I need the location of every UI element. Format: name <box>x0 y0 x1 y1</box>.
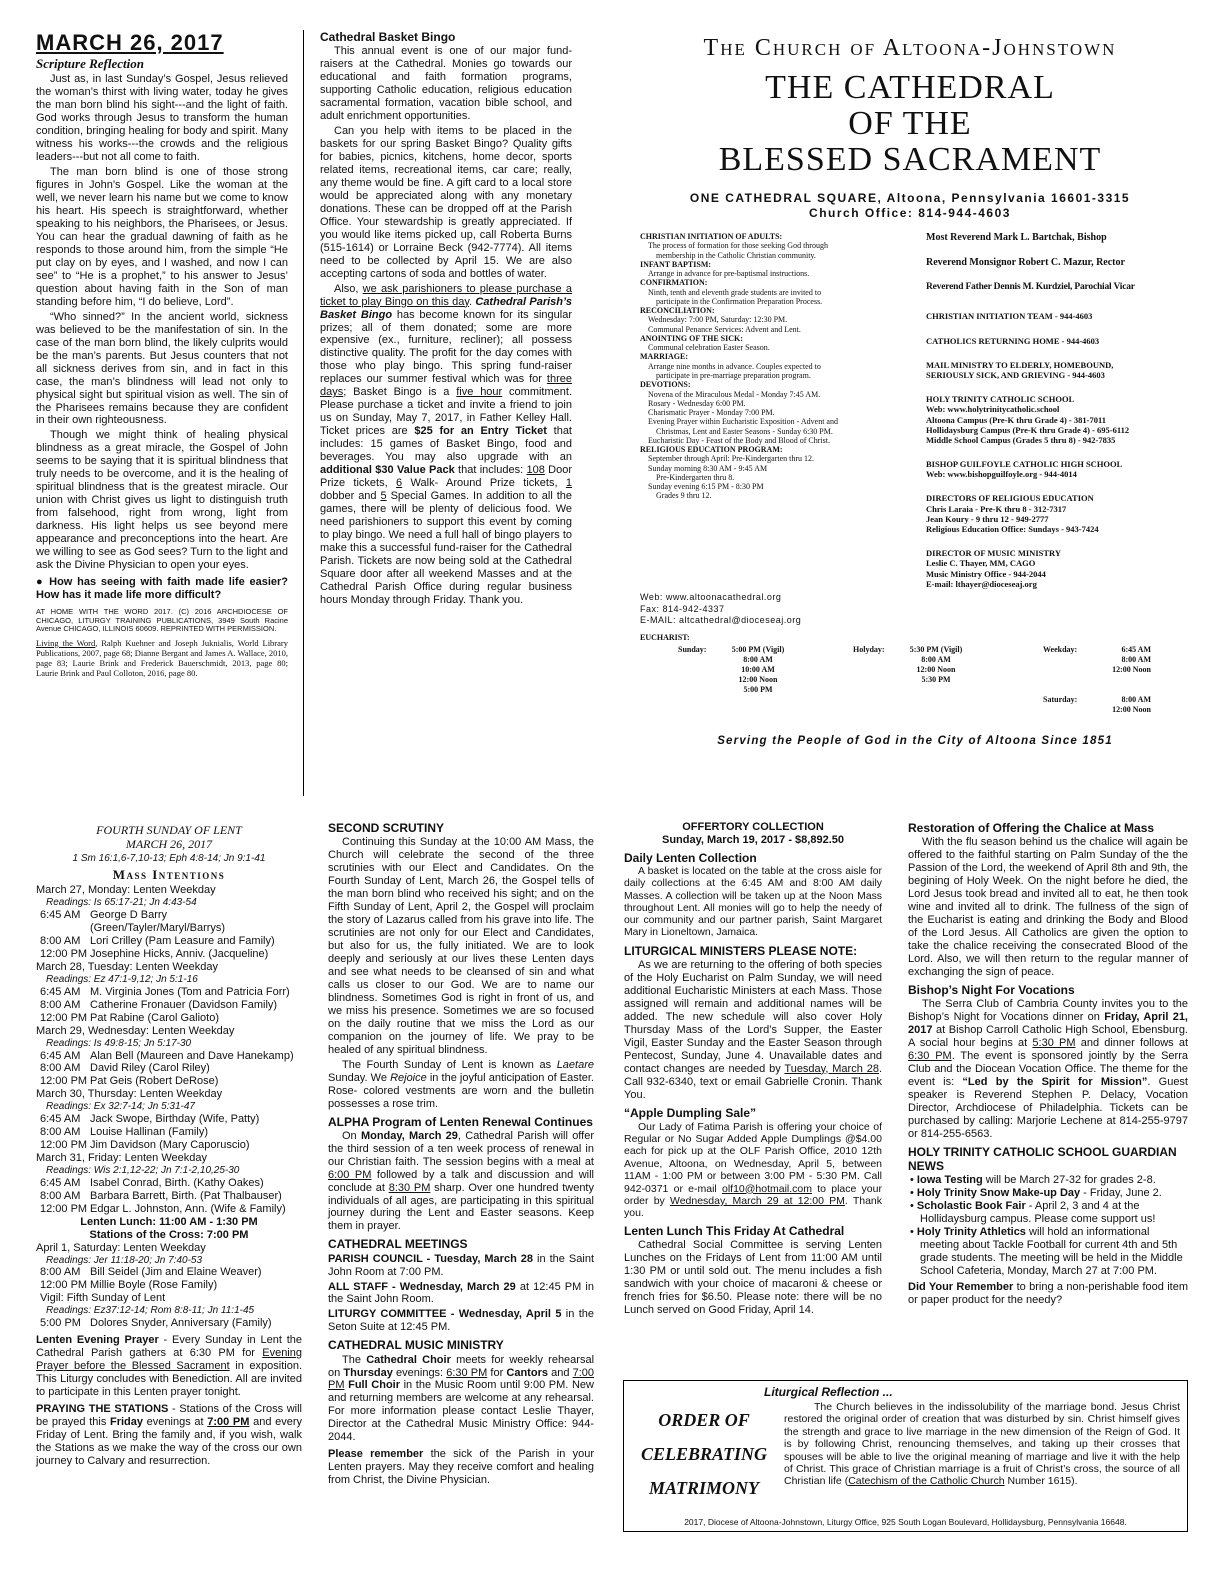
saturday-heading: April 1, Saturday: Lenten Weekday <box>36 1241 206 1254</box>
reflection-text: The Church believes in the indissolubility of the marriage bond. Jesus Christ restored the original order of creation that was disturbed by sin. Christ himself gives the strength and grace to live marriage in the new dimension of the Reign of God. It is by following Christ, renouncing themselves, and taking up their crosses that spouses will be able to live the original meaning of marriage and live it with the help of Christ. This grace of Christian marriage is a fruit of Christ’s cross, the source of all Christian life (Catechism of the Catholic Church Number 1615). <box>784 1401 1180 1488</box>
intention-name: Barbara Barrett, Birth. (Pat Thalbauser) <box>90 1189 282 1202</box>
intention-name: Pat Geis (Robert DeRose) <box>90 1075 219 1088</box>
intention-name: Isabel Conrad, Birth. (Kathy Oakes) <box>90 1176 264 1189</box>
info-line: Ninth, tenth and eleventh grade students are invited to <box>648 287 822 297</box>
mass-intentions-column <box>36 823 302 1470</box>
fax-number: Fax: 814-942-4337 <box>640 603 725 614</box>
bishop-name: Most Reverend Mark L. Bartchak, Bishop <box>926 232 1107 243</box>
vocations-para: The Serra Club of Cambria County invites you to the Bishop’s Night for Vocations dinner on Friday, April 21, 2017 at Bishop Carroll Catholic High School, Ebensburg. A social hour begins at 5:30 PM and dinner follows at 6:30 PM. The event is sponsored jointly by the Serra Club and the Diocean Vocation Office. The theme for the event is: “Led by the Spirit for Mission”. Guest speaker is Reverend Stephen P. Delacy, Vocation Director, Archdiocese of Philadelphia. Tickets can be purchased by calling: Marjorie Lechene at 814-255-9797 or 814-255-6563. <box>908 997 1188 1140</box>
intention-name: Jim Davidson (Mary Caporuscio) <box>90 1139 250 1152</box>
intention-name: Edgar L. Johnston, Ann. (Wife & Family) <box>90 1202 286 1215</box>
food-reminder: Did Your Remember to bring a non-perishable food item or paper product for the needy? <box>908 1280 1189 1306</box>
bingo-para-1: This annual event is one of our major fund-raisers at the Cathedral. Monies go towards our educational and faith formation programs, supporting Catholic education, religious education sacramental formation, vacation bible school, and adult enrichment opportunities. <box>320 45 572 122</box>
contact-group <box>926 360 1196 380</box>
contact-line: Altoona Campus (Pre-K thru Grade 4) - 381-7011 <box>926 414 1106 425</box>
masthead <box>630 34 1190 220</box>
holyday-mass-time: 5:30 PM <box>921 675 951 684</box>
reflection-footer: 2017, Diocese of Altoona-Johnstown, Liturgy Office, 925 South Logan Boulevard, Hollidaysburg, Pennsylvania 16648. <box>684 1516 1127 1527</box>
info-line: RELIGIOUS EDUCATION PROGRAM: <box>640 445 783 455</box>
intention-row <box>36 1279 302 1292</box>
info-line: membership in the Catholic Christian community. <box>656 250 816 260</box>
contact-line: Jean Koury - 9 thru 12 - 949-2777 <box>926 513 1049 524</box>
day-readings: Readings: Wis 2:1,12-22; Jn 7:1-2,10,25-30 <box>46 1165 240 1177</box>
ministry-contacts <box>926 311 1196 589</box>
info-line: Evening Prayer within Eucharistic Exposition - Advent and <box>648 417 838 427</box>
news-item: • Holy Trinity Snow Make-up Day - Friday, June 2. <box>910 1186 1162 1199</box>
intention-time: 5:00 PM <box>40 1317 81 1330</box>
tagline: Serving the People of God in the City of Altoona Since 1851 <box>717 735 1113 747</box>
intention-row <box>36 1062 302 1075</box>
holy-trinity-title: HOLY TRINITY CATHOLIC SCHOOL GUARDIAN NEWS <box>908 1144 1177 1173</box>
day-heading: March 30, Thursday: Lenten Weekday <box>36 1088 223 1101</box>
info-line: participate in pre-marriage preparation program. <box>656 370 811 380</box>
music-para: The Cathedral Choir meets for weekly rehearsal on Thursday evenings: 6:30 PM for Cantors and 7:00 PM Full Choir in the Music Room until 9:00 PM. New and returning members are welcome at any rehearsal. For more information please contact Leslie Thayer, Director at the Cathedral Music Ministry Office: 944-2044. <box>328 1353 595 1444</box>
intention-row <box>36 1177 302 1190</box>
contact-group <box>926 311 1196 321</box>
contact-group <box>926 336 1196 346</box>
intention-row <box>36 909 302 935</box>
contact-line: HOLY TRINITY CATHOLIC SCHOOL <box>926 394 1075 405</box>
praying-stations: PRAYING THE STATIONS - Stations of the Cross will be prayed this Friday evenings at 7:00 PM and every Friday of Lent. Bring the family and, if you wish, walk the Stations as we make the way of the cross our own journey to Calvary and resurrection. <box>36 1402 303 1467</box>
info-line: Sunday evening 6:15 PM - 8:30 PM <box>648 482 764 492</box>
offertory-amount: Sunday, March 19, 2017 - $8,892.50 <box>661 833 844 846</box>
intention-name: M. Virginia Jones (Tom and Patricia Forr) <box>90 985 290 998</box>
contact-line: Religious Education Office: Sundays - 943-7424 <box>926 524 1099 535</box>
intention-time: 8:00 AM <box>40 1266 81 1279</box>
contact-line: CHRISTIAN INITIATION TEAM - 944-4603 <box>926 311 1093 322</box>
daily-collection-para: A basket is located on the table at the cross aisle for daily collections at the 6:45 AM and 8:00 AM daily Masses. A collection will be taken up at the Noon Mass throughout Lent. All monies will go to help the needy of our community and our partner parish, Saint Margaret Mary in Lioneltown, Jamaica. <box>624 866 882 939</box>
contact-line: Leslie C. Thayer, MM, CAGO <box>926 558 1036 569</box>
info-line: CONFIRMATION: <box>640 278 708 288</box>
sources-link: Living the Word <box>36 637 96 648</box>
lunch-title: Lenten Lunch This Friday At Cathedral <box>624 1223 845 1238</box>
copyright-note: AT HOME WITH THE WORD 2017. (C) 2016 ARCHDIOCESE OF CHICAGO, LITURGY TRAINING PUBLICATIONS, 3949 South Racine Avenue CHICAGO, ILLINOIS 60609. REPRINTED WITH PERMISSION. <box>36 607 288 634</box>
intention-time: 6:45 AM <box>40 1049 81 1062</box>
intention-row <box>36 1012 302 1025</box>
info-line: Sunday morning 8:30 AM - 9:45 AM <box>648 463 768 473</box>
news-item-title: Iowa Testing <box>916 1173 983 1186</box>
lunch-para: Cathedral Social Committee is serving Lenten Lunches on the Fridays of Lent from 11:00 AM until 1:30 PM or until sold out. The menu includes a fish sandwich with your choice of macaroni & cheese or french fries for $6.50. Please note: there will be no Lunch served on Good Friday, April 14. <box>624 1238 882 1316</box>
info-line: RECONCILIATION: <box>640 306 715 316</box>
sacraments-info <box>640 232 910 501</box>
info-line: Charismatic Prayer - Monday 7:00 PM. <box>648 408 775 418</box>
web-contact <box>640 592 910 627</box>
contact-group <box>926 459 1196 479</box>
date-heading: MARCH 26, 2017 <box>36 30 224 55</box>
scripture-column <box>36 30 288 681</box>
sunday-mass-time: 5:00 PM <box>743 685 773 694</box>
info-line: Arrange nine months in advance. Couples expected to <box>648 361 821 371</box>
vigil-readings: Readings: Ez37:12-14; Rom 8:8-11; Jn 11:1-45 <box>46 1305 255 1317</box>
contact-line: MAIL MINISTRY TO ELDERLY, HOMEBOUND, <box>926 359 1114 370</box>
intention-name: David Riley (Carol Riley) <box>90 1062 210 1075</box>
contact-line: DIRECTORS OF RELIGIOUS EDUCATION <box>926 493 1094 504</box>
sunday-times <box>718 645 798 695</box>
scrutiny-title: SECOND SCRUTINY <box>328 821 445 835</box>
info-line: Communal Penance Services: Advent and Lent. <box>648 324 801 334</box>
vocations-title: Bishop’s Night For Vocations <box>908 982 1075 997</box>
offertory-column <box>624 821 882 1319</box>
cathedral-name-line-3: BLESSED SACRAMENT <box>718 140 1102 178</box>
meeting-liturgy: LITURGY COMMITTEE - Wednesday, April 5 in the Seton Suite at 12:45 PM. <box>328 1308 594 1334</box>
sunday-mass-time: 10:00 AM <box>741 665 775 674</box>
news-item-title: Scholastic Book Fair <box>916 1199 1026 1212</box>
info-line: September through April: Pre-Kindergarten thru 12. <box>648 454 815 464</box>
holyday-mass-time: 12:00 Noon <box>916 665 956 674</box>
intention-row <box>36 1075 302 1088</box>
order-of-matrimony: ORDER OF CELEBRATING MATRIMONY <box>640 1410 768 1499</box>
news-item-title: Holy Trinity Snow Make-up Day <box>916 1186 1081 1199</box>
contact-line: Hollidaysburg Campus (Pre-K thru Grade 4) - 695-6112 <box>926 424 1130 435</box>
intention-row <box>36 999 302 1012</box>
intention-row <box>36 935 302 948</box>
contact-group <box>926 493 1196 534</box>
info-line: The process of formation for those seeking God through <box>648 241 828 251</box>
sources-note: Living the Word, Ralph Kuehner and Joseph Juknialis, World Library Publications, 2007, page 68; Dianne Bergant and James A. Wallace, 2010, page 83; Laurie Brink and Frederick Bauerschmidt, 2013, page 80; Laurie Brink and Paul Colloton, 2016, page 80. <box>36 637 288 679</box>
scripture-para-1: Just as, in last Sunday’s Gospel, Jesus relieved the woman’s thirst with living water, today he gives the man born blind his sight---and the light of faith. God works through Jesus to transform the human condition, bringing healing for body and spirit. Many witness his works---the crowds and the religious leaders---but not all come to faith. <box>36 73 288 164</box>
holyday-mass-time: 8:00 AM <box>921 655 951 664</box>
intention-name: George D Barry (Green/Tayler/Maryl/Barrys) <box>90 909 226 935</box>
saturday-label: Saturday: <box>1043 695 1078 704</box>
contact-line: Music Ministry Office - 944-2044 <box>926 568 1046 579</box>
scrutiny-para-2: The Fourth Sunday of Lent is known as Laetare Sunday. We Rejoice in the joyful anticipation of Easter. Rose- colored vestments are worn and the bulletin possesses a rose trim. <box>328 1058 594 1110</box>
intention-row <box>36 1266 302 1279</box>
info-line: INFANT BAPTISM: <box>640 259 712 269</box>
scripture-title: Scripture Reflection <box>36 55 144 71</box>
intention-name: Millie Boyle (Rose Family) <box>90 1279 218 1292</box>
intention-row <box>36 1190 302 1203</box>
scrutiny-column <box>328 821 594 1489</box>
intention-time: 8:00 AM <box>40 1189 81 1202</box>
holy-trinity-news <box>908 1174 1188 1278</box>
day-heading: March 31, Friday: Lenten Weekday <box>36 1152 207 1165</box>
contact-line: CATHOLICS RETURNING HOME - 944-4603 <box>926 335 1100 346</box>
meeting-all-staff: ALL STAFF - Wednesday, March 29 at 12:45 PM in the Saint John Room. <box>328 1280 594 1306</box>
diocese-name: The Church of Altoona-Johnstown <box>703 35 1117 61</box>
saturday-mass-time: 12:00 Noon <box>1112 705 1151 714</box>
alpha-para: On Monday, March 29, Cathedral Parish will offer the third session of a ten week process of renewal in our Christian faith. The session begins with a meal at 6:00 PM followed by a talk and discussion and will conclude at 8:30 PM sharp. Over one hundred twenty individuals of all ages, are participating in this spiritual journey during the Lent and Easter seasons. Keep them in prayer. <box>328 1129 595 1233</box>
saturday-times <box>1095 695 1151 715</box>
scripture-para-2: The man born blind is one of those strong figures in John’s Gospel. Like the woman at the well, we never learn his name but we come to know his heart. His speech is straightforward, whether speaking to his neighbors, the Pharisees, or Jesus. You can hear the gradual dawning of faith as he responds to those around him, from the simple “He put clay on by eyes, and I washed, and now I can see” to “He is a prophet,” to his answer to Jesus’ question about having faith in the Son of man standing before him, “I do believe, Lord”. <box>36 166 288 308</box>
chalice-column <box>908 821 1188 1309</box>
weekday-mass-time: 12:00 Noon <box>1112 665 1151 674</box>
day-heading: March 27, Monday: Lenten Weekday <box>36 884 216 897</box>
info-line: Pre-Kindergarten thru 8. <box>656 472 735 482</box>
day-heading: March 29, Wednesday: Lenten Weekday <box>36 1024 235 1037</box>
liturgical-reflection-box <box>623 1380 1188 1532</box>
intention-name: Bill Seidel (Jim and Elaine Weaver) <box>90 1266 262 1279</box>
intention-time: 12:00 PM <box>40 1279 88 1292</box>
eucharist-schedule <box>640 633 1190 749</box>
info-line: Arrange in advance for pre-baptismal instructions. <box>648 269 810 279</box>
intention-name: Pat Rabine (Carol Galioto) <box>90 1011 220 1024</box>
email-link[interactable]: E-MAIL: altcathedral@dioceseaj.org <box>640 615 802 626</box>
info-line: Rosary - Wednesday 6:00 PM. <box>648 398 746 408</box>
sunday-label: Sunday: <box>678 645 707 654</box>
intention-time: 6:45 AM <box>40 909 81 922</box>
contact-line: Web: www.holytrinitycatholic.school <box>926 404 1060 415</box>
contact-line: BISHOP GUILFOYLE CATHOLIC HIGH SCHOOL <box>926 459 1123 470</box>
sunday-mass-time: 12:00 Noon <box>738 675 778 684</box>
news-item-title: Holy Trinity Athletics <box>916 1225 1026 1238</box>
clergy-info <box>926 232 1196 603</box>
intention-name: Catherine Fronauer (Davidson Family) <box>90 998 278 1011</box>
contact-line: DIRECTOR OF MUSIC MINISTRY <box>926 548 1062 559</box>
offertory-title: OFFERTORY COLLECTION <box>682 821 824 833</box>
day-heading: March 28, Tuesday: Lenten Weekday <box>36 961 219 974</box>
intention-row <box>36 1139 302 1152</box>
sunday-date: MARCH 26, 2017 <box>125 837 213 852</box>
weekday-times <box>1095 645 1151 675</box>
lenten-evening-prayer: Lenten Evening Prayer - Every Sunday in Lent the Cathedral Parish gathers at 6:30 PM for Evening Prayer before the Blessed Sacrament in exposition. This Liturgy concludes with Benediction. All are invited to participate in this Lenten prayer tonight. <box>36 1334 303 1399</box>
saturday-readings: Readings: Jer 11:18-20; Jn 7:40-53 <box>46 1254 203 1266</box>
intentions-list <box>36 884 302 1215</box>
info-line: Wednesday: 7:00 PM, Saturday: 12:30 PM. <box>648 315 788 325</box>
stations-time: Stations of the Cross: 7:00 PM <box>89 1228 249 1241</box>
info-line: CHRISTIAN INITIATION OF ADULTS: <box>640 232 783 241</box>
contact-line: Web: www.bishopguilfoyle.org - 944-4014 <box>926 469 1077 480</box>
apple-para: Our Lady of Fatima Parish is offering your choice of Regular or No Sugar Added Apple Dumplings @$4.00 each for pick up at the OLF Parish Office, 2010 12th Avenue, Altoona, on Wednesday, April 5, between 11AM - 1:00 PM or between 3:00 PM - 5:30 PM. Call 942-0371 or e-mail olf10@hotmail.com to place your order by Wednesday, March 29 at 12:00 PM. Thank you. <box>624 1120 882 1220</box>
bingo-title: Cathedral Basket Bingo <box>320 30 456 44</box>
intention-row <box>36 948 302 961</box>
intention-name: Lori Crilley (Pam Leasure and Family) <box>90 935 275 948</box>
intention-time: 12:00 PM <box>40 1139 88 1152</box>
info-line: Novena of the Miraculous Medal - Monday 7:45 AM. <box>648 389 821 399</box>
contact-group <box>926 394 1196 445</box>
cathedral-name-line-2: OF THE <box>848 105 972 142</box>
info-line: DEVOTIONS: <box>640 380 691 390</box>
intention-name: Louise Hallinan (Family) <box>90 1126 208 1139</box>
info-line: Eucharistic Day - Feast of the Body and Blood of Christ. <box>648 435 830 445</box>
day-readings: Readings: Ez 47:1-9,12; Jn 5:1-16 <box>46 974 198 986</box>
contact-line: Middle School Campus (Grades 5 thru 8) - 942-7835 <box>926 434 1116 445</box>
website-link[interactable]: Web: www.altoonacathedral.org <box>640 592 782 602</box>
contact-line: Chris Laraia - Pre-K thru 8 - 312-7317 <box>926 503 1067 514</box>
scripture-para-4: Though we might think of healing physical blindness as a great miracle, the Gospel of John seems to be saying that it is spiritual blindness that truly needs to be overcome, and it is the healing of spiritual blindness that is the greatest miracle. Our union with Christ gives us light to distinguish truth from falsehood, right from wrong, light from darkness. His light helps us see beyond mere appearance and preconceptions into the heart. Are we willing to see as God sees? Turn to the light and ask the Divine Physician to open your eyes. <box>36 429 288 572</box>
intention-time: 8:00 AM <box>40 1126 81 1139</box>
reflection-title: Liturgical Reflection ... <box>764 1385 893 1399</box>
olf-email-link[interactable]: olf10@hotmail.com <box>721 1182 813 1195</box>
news-item-text: will hold an informational meeting about Tackle Football for current 4th and 5th grade students. The meeting will be held in the Middle School Cafeteria, Monday, March 27 at 7:00 PM. <box>920 1225 1183 1277</box>
weekday-label: Weekday: <box>1043 645 1078 654</box>
apple-title: “Apple Dumpling Sale” <box>624 1105 757 1120</box>
intention-name: Alan Bell (Maureen and Dave Hanekamp) <box>90 1049 294 1062</box>
scripture-para-3: “Who sinned?” In the ancient world, sickness was believed to be the manifestation of sin. In the case of the man born blind, the likely culprits would be the man’s parents. But Jesus counters that not all sickness derives from sin, and in fact in this case, the man’s blindness will lead not only to physical sight but spiritual vision as well. The sin of the Pharisees remains because they are confident in their own righteousness. <box>36 310 288 427</box>
news-item-text: - April 2, 3 and 4 at the Hollidaysburg campus. Please come support us! <box>920 1199 1156 1225</box>
intention-time: 6:45 AM <box>40 985 81 998</box>
intention-name: Dolores Snyder, Anniversary (Family) <box>90 1317 272 1330</box>
news-item-text: - Friday, June 2. <box>1080 1186 1162 1199</box>
scrutiny-para-1: Continuing this Sunday at the 10:00 AM Mass, the Church will celebrate the second of the three scrutinies with our Elect and Candidates. On the Fourth Sunday of Lent, March 26, the Gospel tells of the man born blind who received his sight; and on the Fifth Sunday of Lent, April 2, the Gospel will proclaim the story of Lazarus called from his grave into life. The scrutinies are not only for our Elect and Candidates, but also for us, the fully initiated. We are to look deeply and seriously at our lives these Lenten days and see what needs to be cleansed of sin and what calls us closer to our God. We are to name our blindness. Sometimes God is right in front of us, and we miss his presence. Sometimes we are so focused on the daily routine that we miss the Lord as our companion on the journey of life. We pray to be healed of any spiritual blindness. <box>328 836 594 1056</box>
day-readings: Readings: Ex 32:7-14; Jn 5:31-47 <box>46 1101 195 1113</box>
info-line: Grades 9 thru 12. <box>656 491 712 501</box>
holyday-label: Holyday: <box>853 645 885 654</box>
info-line: MARRIAGE: <box>640 352 688 362</box>
contact-group <box>926 548 1196 589</box>
chalice-para: With the flu season behind us the chalice will again be offered to the faithful starting on Palm Sunday of the the Passion of the Lord, the weekend of April 8th and 9th, the begining of Holy Week. On the night before he died, the Lord Jesus took bread and invited all to eat, he then took wine and invited all to drink. The fullness of the sign of the Eucharist is eating and drinking the Body and Blood of the Lord Jesus. All Catholics are given the option to take the chalice receiving the consecrated Blood of the Lord. Also, we will then return to the regular manner of exchanging the sign of peace. <box>908 836 1188 978</box>
intentions-title: Mass Intentions <box>112 867 226 883</box>
news-item: • Scholastic Book Fair - April 2, 3 and 4 at the Hollidaysburg campus. Please come support us! <box>910 1199 1156 1225</box>
sunday-mass-time: 8:00 AM <box>743 655 773 664</box>
intention-time: 6:45 AM <box>40 1176 81 1189</box>
sunday-readings: 1 Sm 16:1,6-7,10-13; Eph 4:8-14; Jn 9:1-41 <box>72 853 266 865</box>
intention-time: 8:00 AM <box>40 935 81 948</box>
meetings-title: CATHEDRAL MEETINGS <box>328 1237 468 1252</box>
contact-line: E-mail: lthayer@dioceseaj.org <box>926 578 1037 589</box>
intention-row <box>36 1050 302 1063</box>
daily-collection-title: Daily Lenten Collection <box>624 850 757 865</box>
saturday-mass-time: 8:00 AM <box>1121 695 1151 704</box>
music-title: CATHEDRAL MUSIC MINISTRY <box>328 1338 504 1353</box>
intention-time: 12:00 PM <box>40 948 88 961</box>
ministers-para: As we are returning to the offering of both species of the Holy Eucharist on Palm Sunday, we will need additional Eucharistic Ministers at each Mass. Those assigned will remain and additional names will be added. The new schedule will also cover Holy Thursday Mass of the Lord’s Supper, the Easter Vigil, Easter Sunday and the Easter Season through Pentecost, Sunday, June 4. Unavailable dates and contact changes are needed by Tuesday, March 28. Call 932-6340, text or email Gabrielle Cronin. Thank You. <box>624 958 882 1101</box>
info-line: Communal celebration Easter Season. <box>648 343 770 353</box>
scripture-question: ● How has seeing with faith made life easier? How has it made life more difficult? <box>36 576 288 602</box>
intention-time: 6:45 AM <box>40 1113 81 1126</box>
rector-name: Reverend Monsignor Robert C. Mazur, Rector <box>926 257 1125 268</box>
bingo-para-2: Can you help with items to be placed in the baskets for our spring Basket Bingo? Quality gifts for babies, picnics, kitchens, home decor, sports related items, recreational items, car care; really, any theme would be fine. A gift card to a local store would be appreciated along with any monetary donations. These can be dropped off at the Parish Office. Your stewardship is greatly appreciated. If you would like items picked up, call Roberta Burns (515-1614) or Lorraine Beck (942-7774). All items need to be collected by April 15. We are also accepting cartons of soda and bottles of water. <box>320 124 572 280</box>
intention-time: 12:00 PM <box>40 1075 88 1088</box>
day-readings: Readings: Is 49:8-15; Jn 5:17-30 <box>46 1037 192 1049</box>
intention-name: Josephine Hicks, Anniv. (Jacqueline) <box>90 948 269 961</box>
day-readings: Readings: Is 65:17-21; Jn 4:43-54 <box>46 897 197 909</box>
news-item: • Iowa Testing will be March 27-32 for grades 2-8. <box>910 1173 1156 1186</box>
address: ONE CATHEDRAL SQUARE, Altoona, Pennsylvania 16601-3315 <box>689 191 1131 206</box>
intention-time: 12:00 PM <box>40 1202 88 1215</box>
vicar-name: Reverend Father Dennis M. Kurdziel, Parochial Vicar <box>926 282 1135 292</box>
please-remember: Please remember the sick of the Parish in your Lenten prayers. May they receive comfort and healing from Christ, the Divine Physician. <box>328 1448 594 1487</box>
vigil-intentions <box>36 1317 302 1330</box>
vigil-heading: Vigil: Fifth Sunday of Lent <box>40 1292 166 1305</box>
contact-line: SERIOUSLY SICK, AND GRIEVING - 944-4603 <box>926 369 1105 380</box>
holyday-times <box>896 645 976 685</box>
info-line: participate in the Confirmation Preparation Process. <box>656 296 823 306</box>
sunday-heading: FOURTH SUNDAY OF LENT <box>96 823 242 837</box>
lenten-lunch: Lenten Lunch: 11:00 AM - 1:30 PM <box>80 1215 258 1228</box>
intention-name: Jack Swope, Birthday (Wife, Patty) <box>90 1113 260 1126</box>
intention-row <box>36 1126 302 1139</box>
intention-time: 8:00 AM <box>40 1062 81 1075</box>
divider-line <box>303 30 304 796</box>
info-line: ANOINTING OF THE SICK: <box>640 333 743 343</box>
intention-row <box>36 1317 302 1330</box>
church-office-phone: Church Office: 814-944-4603 <box>809 205 1011 220</box>
intention-time: 12:00 PM <box>40 1011 88 1024</box>
ministers-title: LITURGICAL MINISTERS PLEASE NOTE: <box>624 943 858 958</box>
intention-time: 8:00 AM <box>40 998 81 1011</box>
intention-row <box>36 1113 302 1126</box>
info-line: Christmas, Lent and Easter Seasons - Sunday 6:30 PM. <box>656 426 833 436</box>
weekday-mass-time: 6:45 AM <box>1121 645 1151 654</box>
alpha-title: ALPHA Program of Lenten Renewal Continues <box>328 1114 593 1129</box>
holyday-mass-time: 5:30 PM (Vigil) <box>909 645 963 654</box>
sunday-mass-time: 5:00 PM (Vigil) <box>731 645 785 654</box>
saturday-intentions <box>36 1266 302 1292</box>
bingo-column <box>320 30 572 609</box>
cathedral-name-line-1: THE CATHEDRAL <box>765 69 1055 107</box>
bingo-para-3: Also, we ask parishioners to please purchase a ticket to play Bingo on this day. Cathedral Parish’s Basket Bingo has become known for its singular prizes; all of them donated; some are more expensive (ex., furniture, recliner); all possess distinctive quality. The profit for the day comes with those who play bingo. This spring fund-raiser replaces our summer festival which was for three days; Basket Bingo is a five hour commitment. Please purchase a ticket and invite a friend to join us on Sunday, May 7, 2017, in Father Kelley Hall. Ticket prices are $25 for an Entry Ticket that includes: 15 games of Basket Bingo, food and beverages. You may also upgrade with an additional $30 Value Pack that includes: 108 Door Prize tickets, 6 Walk- Around Prize tickets, 1 dobber and 5 Special Games. In addition to all the games, there will be plenty of delicious food. We need parishioners to support this event by coming to play bingo. We need a full hall of bingo players to make this a successful fund-raiser for the Cathedral Parish. Tickets are now being sold at the Cathedral Square door after all weekend Masses and at the Cathedral Parish Office during regular business hours Monday through Friday. Thank you. <box>320 282 573 606</box>
chalice-title: Restoration of Offering the Chalice at Mass <box>908 821 1155 835</box>
weekday-mass-time: 8:00 AM <box>1121 655 1151 664</box>
intention-row <box>36 986 302 999</box>
intention-row <box>36 1203 302 1216</box>
news-item-text: will be March 27-32 for grades 2-8. <box>982 1173 1156 1186</box>
news-item: • Holy Trinity Athletics will hold an informational meeting about Tackle Football for current 4th and 5th grade students. The meeting will be held in the Middle School Cafeteria, Monday, March 27 at 7:00 PM. <box>910 1225 1183 1277</box>
meeting-parish-council: PARISH COUNCIL - Tuesday, March 28 in the Saint John Room at 7:00 PM. <box>328 1252 594 1278</box>
eucharist-label: EUCHARIST: <box>640 633 690 642</box>
